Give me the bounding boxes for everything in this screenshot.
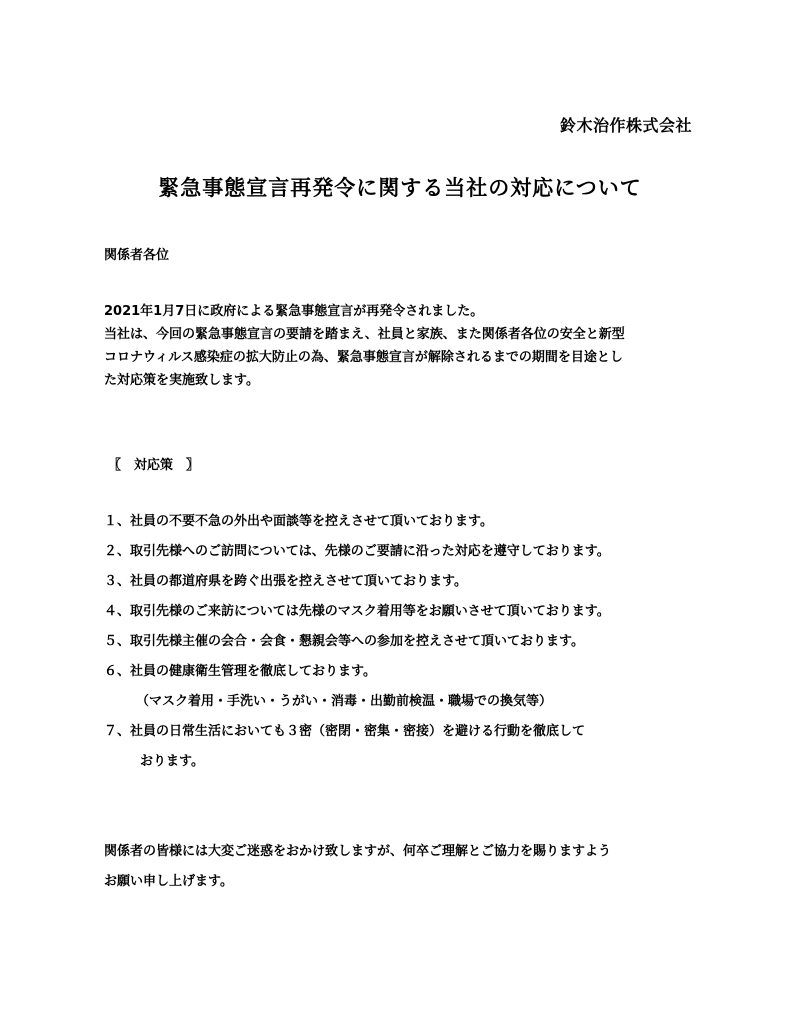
measure-item: ２、取引先様へのご訪問については、先様のご要請に沿った対応を遵守しております。 [104, 544, 610, 559]
measure-item: ３、社員の都道府県を跨ぐ出張を控えさせて頂いております。 [104, 574, 467, 589]
closing-paragraph [104, 841, 724, 901]
addressee: 関係者各位 [104, 248, 170, 263]
intro-paragraph [104, 300, 704, 392]
closing-line: お願い申し上げます。 [104, 874, 233, 889]
intro-line: た対応策を実施致します。 [104, 373, 259, 388]
intro-line: 当社は、今回の緊急事態宣言の要請を踏まえ、社員と家族、また関係者各位の安全と新型 [104, 327, 625, 342]
measure-item-continuation: おります。 [140, 754, 204, 769]
measures-heading: 〖 対応策 〗 [108, 458, 200, 473]
measures-list [104, 511, 744, 781]
page-title: 緊急事態宣言再発令に関する当社の対応について [158, 176, 642, 200]
measure-item: ７、社員の日常生活においても３密（密閉・密集・密接）を避ける行動を徹底して [104, 724, 586, 739]
measure-item: １、社員の不要不急の外出や面談等を控えさせて頂いております。 [104, 514, 493, 529]
company-name: 鈴木治作株式会社 [559, 116, 692, 135]
measure-item-note: （マスク着用・手洗い・うがい・消毒・出勤前検温・職場での換気等） [136, 694, 553, 709]
measure-item: ６、社員の健康衛生管理を徹底しております。 [104, 664, 376, 679]
closing-line: 関係者の皆様には大変ご迷惑をおかけ致しますが、何卒ご理解とご協力を賜りますよう [104, 844, 612, 859]
measure-item: ５、取引先様主催の会合・会食・懇親会等への参加を控えさせて頂いております。 [104, 634, 584, 649]
intro-line: コロナウィルス感染症の拡大防止の為、緊急事態宣言が解除されるまでの期間を目途とし [104, 350, 623, 365]
measure-item: ４、取引先様のご来訪については先様のマスク着用等をお願いさせて頂いております。 [104, 604, 610, 619]
intro-line: 2021年1月7日に政府による緊急事態宣言が再発令されました。 [104, 304, 484, 319]
